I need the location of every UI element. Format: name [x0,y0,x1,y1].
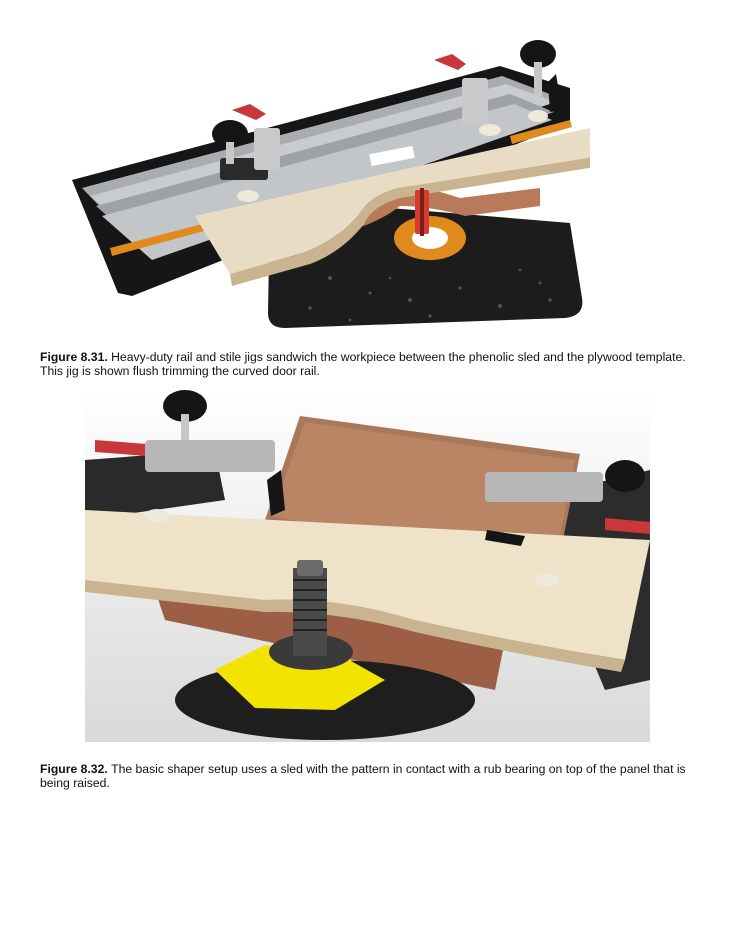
figure-label: Figure 8.32. [40,762,112,777]
figure-8-32-photo [85,390,650,742]
figure-8-31-photo [70,38,590,330]
caption-text: Heavy-duty rail and stile jigs sandwich the workpiece between the phenolic sled and the plywood template. This jig is shown flush trimming the curved door rail. [40,350,686,379]
figure-8-31-caption [40,350,690,378]
figure-8-32-caption [40,762,700,790]
caption-text: The basic shaper setup uses a sled with the pattern in contact with a rub bearing on top of the panel that is being raised. [40,762,686,791]
figure-label: Figure 8.31. [40,350,112,365]
